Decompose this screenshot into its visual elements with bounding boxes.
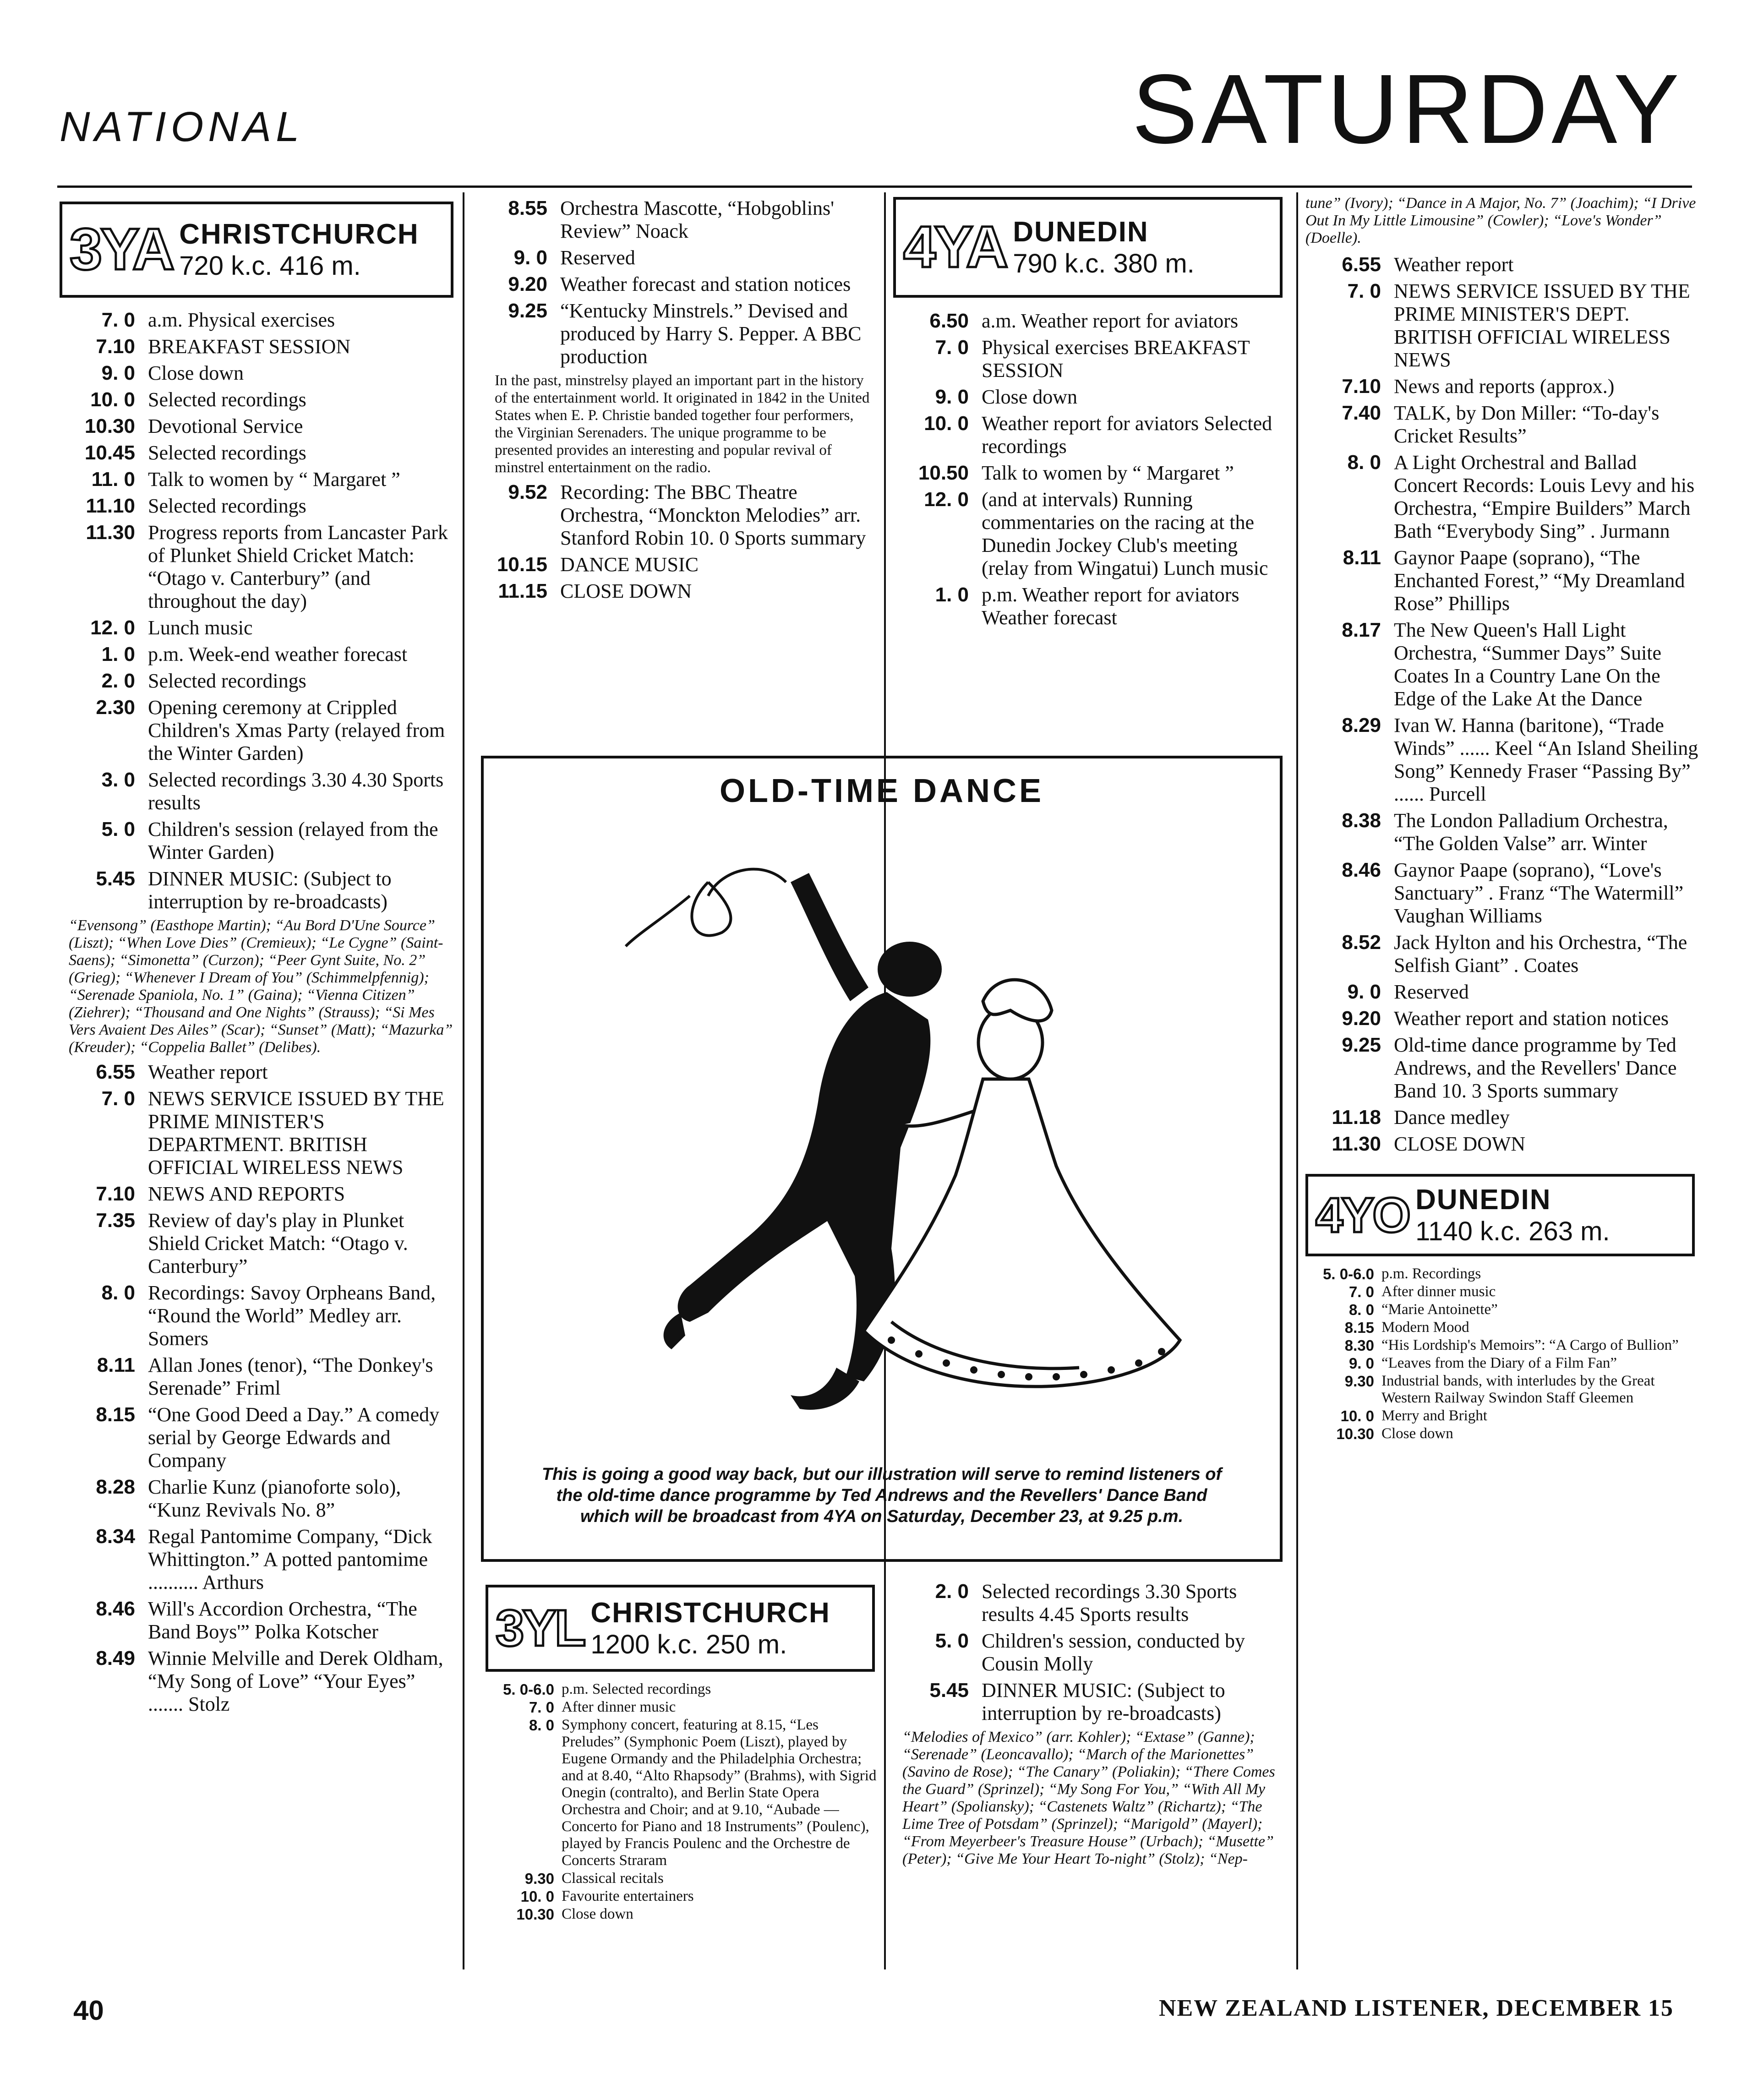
- entry-description: Children's session, conducted by Cousin Molly: [982, 1630, 1245, 1675]
- dinner-music-list: “Evensong” (Easthope Martin); “Au Bord D'Une Source” (Liszt); “When Love Dies” (Cremieux); “Le Cygne” (Saint-Saens); “Simonetta” (Curzon); “Peer Gynt Suite, No. 2” (Grieg); “Whenever I Dream of You” (Schimmelpfennig); “Serenade Spaniola, No. 1” (Gaina); “Vienna Citizen” (Ziehrer); “Thousand and One Nights” (Strauss); “Si Mes Vers Avaient Des Ailes” (Scar); “Sunset” (Matt); “Mazurka” (Kreuder); “Coppelia Ballet” (Delibes).: [69, 917, 453, 1056]
- entry-description: Weather forecast and station notices: [560, 273, 851, 295]
- schedule-entry: [1305, 1283, 1699, 1300]
- entry-description: Old-time dance programme by Ted Andrews, and the Revellers' Dance Band 10. 3 Sports summary: [1394, 1034, 1677, 1102]
- schedule-entry: [1305, 1007, 1699, 1030]
- day-title: SATURDAY: [1132, 54, 1683, 164]
- schedule-entry: [1305, 1034, 1699, 1102]
- column-3ya: [60, 202, 453, 1719]
- column-divider: [1296, 192, 1298, 1969]
- schedule-entry: [1305, 1425, 1699, 1442]
- entry-time: 8.11: [1343, 546, 1381, 569]
- schedule-entry: [1305, 1337, 1699, 1354]
- entry-description: Close down: [982, 386, 1077, 408]
- schedule-list: [1305, 1265, 1699, 1442]
- station-logo: 4YA: [903, 214, 1007, 280]
- schedule-entry: [486, 1699, 879, 1716]
- entry-time: 3. 0: [101, 769, 135, 791]
- schedule-entry: [893, 310, 1287, 333]
- entry-time: 2. 0: [935, 1580, 969, 1603]
- entry-description: A Light Orchestral and Ballad Concert Records: Louis Levy and his Orchestra, “Empire Builders” March Bath “Everybody Sing” . Jurmann: [1394, 451, 1695, 542]
- entry-description: Weather report: [1394, 253, 1514, 276]
- entry-description: Charlie Kunz (pianoforte solo), “Kunz Revivals No. 8”: [148, 1476, 401, 1521]
- station-city: CHRISTCHURCH: [590, 1597, 830, 1629]
- entry-description: TALK, by Don Miller: “To-day's Cricket Results”: [1394, 402, 1660, 447]
- schedule-entry: [60, 1403, 453, 1472]
- entry-time: 8.34: [96, 1525, 135, 1548]
- schedule-list: [893, 1580, 1287, 1725]
- schedule-entry: [1305, 1301, 1699, 1318]
- schedule-entry: [472, 300, 875, 368]
- entry-time: 7.10: [96, 335, 135, 358]
- entry-time: 7.10: [96, 1183, 135, 1205]
- entry-description: Talk to women by “ Margaret ”: [982, 462, 1234, 484]
- entry-description: Physical exercises BREAKFAST SESSION: [982, 336, 1250, 382]
- schedule-entry: [60, 1282, 453, 1350]
- entry-time: 10. 0: [1340, 1407, 1374, 1424]
- entry-description: Lunch music: [148, 616, 253, 639]
- column-4ya-evening: [1305, 195, 1699, 1443]
- schedule-entry: [60, 1647, 453, 1716]
- schedule-entry: [1305, 402, 1699, 447]
- entry-time: 8.52: [1342, 931, 1381, 954]
- schedule-entry: [60, 769, 453, 814]
- entry-description: (and at intervals) Running commentaries on the racing at the Dunedin Jockey Club's meeting (relay from Wingatui) Lunch music: [982, 488, 1268, 579]
- entry-time: 8. 0: [529, 1717, 554, 1734]
- station-city: DUNEDIN: [1415, 1184, 1551, 1216]
- entry-description: Winnie Melville and Derek Oldham, “My Song of Love” “Your Eyes” ....... Stolz: [148, 1647, 443, 1715]
- entry-description: Recordings: Savoy Orpheans Band, “Round the World” Medley arr. Somers: [148, 1282, 436, 1350]
- entry-description: Weather report for aviators Selected recordings: [982, 412, 1272, 458]
- column-4ya: [893, 197, 1287, 633]
- entry-description: Industrial bands, with interludes by the Great Western Railway Swindon Staff Gleemen: [1381, 1373, 1655, 1406]
- entry-description: The London Palladium Orchestra, “The Golden Valse” arr. Winter: [1394, 809, 1668, 855]
- entry-description: BREAKFAST SESSION: [148, 335, 351, 358]
- entry-description: News and reports (approx.): [1394, 375, 1615, 398]
- entry-description: Dance medley: [1394, 1106, 1510, 1129]
- entry-description: Selected recordings: [148, 442, 306, 464]
- entry-description: NEWS AND REPORTS: [148, 1183, 345, 1205]
- entry-time: 11.30: [86, 521, 135, 544]
- entry-time: 5. 0-6.0: [1323, 1265, 1374, 1282]
- header-rule: [57, 185, 1692, 188]
- schedule-entry: [60, 495, 453, 518]
- entry-time: 7. 0: [101, 1087, 135, 1110]
- illustration-title: OLD-TIME DANCE: [720, 773, 1044, 809]
- schedule-entry: [893, 584, 1287, 629]
- entry-time: 9.25: [1342, 1034, 1381, 1056]
- schedule-entry: [1305, 859, 1699, 927]
- entry-time: 9.20: [1342, 1007, 1381, 1030]
- station-3yl: [486, 1585, 875, 1672]
- entry-time: 8.15: [96, 1403, 135, 1426]
- schedule-entry: [1305, 1133, 1699, 1156]
- entry-description: DANCE MUSIC: [560, 553, 699, 576]
- entry-description: Selected recordings: [148, 670, 306, 692]
- entry-time: 10. 0: [90, 388, 135, 411]
- entry-time: 8.28: [96, 1476, 135, 1498]
- entry-time: 8. 0: [1348, 1301, 1374, 1318]
- station-frequency: 720 k.c. 416 m.: [179, 251, 361, 281]
- entry-description: Jack Hylton and his Orchestra, “The Selfish Giant” . Coates: [1394, 931, 1687, 976]
- schedule-entry: [60, 335, 453, 358]
- entry-time: 5. 0: [101, 818, 135, 840]
- entry-time: 8.55: [508, 197, 547, 219]
- schedule-entry: [1305, 619, 1699, 710]
- entry-time: 8.17: [1342, 619, 1381, 641]
- entry-description: Symphony concert, featuring at 8.15, “Les Preludes” (Symphonic Poem (Liszt), played by Eugene Ormandy and the Philadelphia Orchestra; and at 8.40, “Alto Rhapsody” (Brahms), with Sigrid Onegin (contralto), and Berlin State Opera Orchestra and Choir; and at 9.10, “Aubade — Concerto for Piano and 18 Instruments” (Poulenc), played by Francis Poulenc and the Orchestre de Concerts Straram: [562, 1717, 877, 1869]
- schedule-entry: [60, 670, 453, 693]
- schedule-entry: [1305, 546, 1699, 615]
- schedule-entry: [60, 1209, 453, 1278]
- schedule-entry: [1305, 1355, 1699, 1372]
- entry-description: Close down: [1381, 1425, 1453, 1442]
- schedule-entry: [1305, 253, 1699, 276]
- entry-time: 12. 0: [90, 616, 135, 639]
- entry-description: a.m. Physical exercises: [148, 309, 335, 331]
- schedule-list: [472, 197, 875, 368]
- schedule-entry: [60, 442, 453, 464]
- entry-time: 8.30: [1344, 1337, 1374, 1354]
- entry-description: Merry and Bright: [1381, 1407, 1487, 1424]
- entry-time: 2.30: [96, 696, 135, 719]
- schedule-entry: [472, 580, 875, 603]
- schedule-entry: [60, 521, 453, 613]
- entry-time: 8.11: [97, 1354, 135, 1376]
- entry-description: Modern Mood: [1381, 1319, 1469, 1336]
- schedule-entry: [893, 412, 1287, 458]
- programme-note: In the past, minstrelsy played an important part in the history of the entertainment world. It originated in 1842 in the United States when E. P. Christie banded together four performers, the Virginian Serenaders. The unique programme to be presented provides an interesting and popular revival of minstrel entertainment on the radio.: [495, 372, 870, 476]
- entry-description: Progress reports from Lancaster Park of Plunket Shield Cricket Match: “Otago v. Canterbury” (and throughout the day): [148, 521, 448, 612]
- entry-time: 10.30: [516, 1906, 554, 1923]
- entry-description: Reserved: [1394, 981, 1469, 1003]
- entry-time: 9.30: [524, 1870, 554, 1887]
- schedule-entry: [60, 1354, 453, 1400]
- entry-description: Gaynor Paape (soprano), “The Enchanted Forest,” “My Dreamland Rose” Phillips: [1394, 546, 1685, 615]
- entry-description: p.m. Week-end weather forecast: [148, 643, 408, 665]
- entry-time: 9. 0: [1348, 1355, 1374, 1372]
- schedule-entry: [1305, 280, 1699, 371]
- entry-description: Favourite entertainers: [562, 1888, 694, 1904]
- entry-description: a.m. Weather report for aviators: [982, 310, 1239, 332]
- entry-time: 6.55: [96, 1061, 135, 1083]
- entry-description: Allan Jones (tenor), “The Donkey's Serenade” Friml: [148, 1354, 433, 1399]
- schedule-entry: [472, 246, 875, 269]
- dinner-music-list: tune” (Ivory); “Dance in A Major, No. 7” (Joachim); “I Drive Out In My Little Limousine” (Cowler); “Love's Wonder” (Doelle).: [1305, 195, 1696, 246]
- schedule-entry: [472, 273, 875, 296]
- entry-time: 9.25: [508, 300, 547, 322]
- entry-description: p.m. Selected recordings: [562, 1681, 711, 1697]
- entry-description: Ivan W. Hanna (baritone), “Trade Winds” ...... Keel “An Island Sheiling Song” Kennedy Fraser “Passing By” ...... Purcell: [1394, 714, 1698, 805]
- entry-description: “Marie Antoinette”: [1381, 1301, 1498, 1318]
- entry-description: Will's Accordion Orchestra, “The Band Boys'” Polka Kotscher: [148, 1598, 417, 1643]
- schedule-entry: [1305, 1106, 1699, 1129]
- entry-time: 9.30: [1344, 1373, 1374, 1390]
- entry-description: DINNER MUSIC: (Subject to interruption by re-broadcasts): [148, 867, 392, 913]
- entry-description: “Leaves from the Diary of a Film Fan”: [1381, 1355, 1617, 1371]
- entry-time: 7.40: [1342, 402, 1381, 424]
- page-number: 40: [73, 1995, 104, 2026]
- station-4yo: [1305, 1174, 1695, 1256]
- entry-time: 10.30: [1336, 1425, 1374, 1442]
- schedule-entry: [60, 867, 453, 913]
- entry-description: “One Good Deed a Day.” A comedy serial by George Edwards and Company: [148, 1403, 440, 1472]
- station-logo: 3YL: [496, 1599, 584, 1657]
- entry-time: 8.38: [1342, 809, 1381, 832]
- entry-description: Classical recitals: [562, 1870, 664, 1887]
- column-divider: [463, 192, 464, 1969]
- entry-description: After dinner music: [562, 1699, 676, 1715]
- entry-description: Talk to women by “ Margaret ”: [148, 468, 400, 491]
- illustration-box: [481, 756, 1283, 1562]
- entry-time: 7.35: [96, 1209, 135, 1232]
- schedule-list: [60, 309, 453, 913]
- entry-time: 2. 0: [101, 670, 135, 692]
- entry-description: Reserved: [560, 246, 635, 269]
- schedule-entry: [60, 696, 453, 765]
- schedule-entry: [893, 1630, 1287, 1675]
- station-logo: 3YA: [70, 217, 173, 282]
- schedule-entry: [1305, 1373, 1699, 1407]
- station-frequency: 1200 k.c. 250 m.: [590, 1630, 787, 1659]
- entry-time: 8. 0: [101, 1282, 135, 1304]
- entry-description: p.m. Weather report for aviators Weather forecast: [982, 584, 1239, 629]
- entry-time: 5.45: [929, 1679, 969, 1702]
- schedule-entry: [893, 386, 1287, 409]
- entry-time: 5. 0-6.0: [503, 1681, 554, 1698]
- schedule-entry: [486, 1717, 879, 1869]
- entry-time: 9.20: [508, 273, 547, 295]
- entry-time: 10.45: [84, 442, 135, 464]
- schedule-entry: [60, 1476, 453, 1522]
- schedule-entry: [893, 1580, 1287, 1626]
- schedule-entry: [60, 616, 453, 639]
- entry-description: Recording: The BBC Theatre Orchestra, “Monckton Melodies” arr. Stanford Robin 10. 0 Sports summary: [560, 481, 866, 549]
- entry-time: 11.15: [498, 580, 547, 602]
- station-logo: 4YO: [1316, 1187, 1409, 1243]
- schedule-entry: [1305, 1407, 1699, 1424]
- entry-description: Children's session (relayed from the Winter Garden): [148, 818, 438, 863]
- schedule-entry: [60, 1087, 453, 1179]
- entry-time: 9.52: [508, 481, 547, 503]
- schedule-entry: [60, 362, 453, 385]
- schedule-entry: [1305, 1265, 1699, 1282]
- station-city: CHRISTCHURCH: [179, 218, 419, 250]
- schedule-list: [486, 1681, 879, 1923]
- schedule-entry: [486, 1681, 879, 1698]
- entry-description: Gaynor Paape (soprano), “Love's Sanctuary” . Franz “The Watermill” Vaughan Williams: [1394, 859, 1684, 927]
- entry-time: 1. 0: [935, 584, 969, 606]
- entry-description: Selected recordings 3.30 4.30 Sports results: [148, 769, 444, 814]
- entry-time: 11.18: [1332, 1106, 1381, 1129]
- entry-description: p.m. Recordings: [1381, 1265, 1481, 1282]
- schedule-entry: [60, 1061, 453, 1084]
- schedule-list: [60, 1061, 453, 1716]
- station-city: DUNEDIN: [1013, 216, 1149, 248]
- entry-time: 9. 0: [1347, 981, 1381, 1003]
- schedule-entry: [60, 309, 453, 332]
- entry-time: 8. 0: [1347, 451, 1381, 474]
- schedule-entry: [486, 1870, 879, 1887]
- station-4ya: [893, 197, 1283, 298]
- schedule-entry: [60, 818, 453, 864]
- entry-description: Opening ceremony at Crippled Children's Xmas Party (relayed from the Winter Garden): [148, 696, 445, 764]
- entry-time: 7. 0: [529, 1699, 554, 1716]
- entry-time: 9. 0: [101, 362, 135, 384]
- schedule-entry: [472, 481, 875, 550]
- entry-time: 10.50: [918, 462, 969, 484]
- entry-time: 8.29: [1342, 714, 1381, 736]
- entry-time: 10. 0: [924, 412, 969, 435]
- schedule-entry: [1305, 451, 1699, 543]
- entry-time: 8.49: [96, 1647, 135, 1669]
- station-frequency: 790 k.c. 380 m.: [1013, 249, 1195, 278]
- entry-time: 6.55: [1342, 253, 1381, 276]
- schedule-entry: [486, 1906, 879, 1923]
- entry-description: Weather report and station notices: [1394, 1007, 1669, 1030]
- schedule-entry: [1305, 375, 1699, 398]
- entry-description: Selected recordings 3.30 Sports results 4.45 Sports results: [982, 1580, 1237, 1625]
- entry-description: CLOSE DOWN: [560, 580, 692, 602]
- entry-time: 1. 0: [101, 643, 135, 665]
- schedule-entry: [1305, 809, 1699, 855]
- schedule-entry: [60, 388, 453, 411]
- entry-time: 11.10: [86, 495, 135, 517]
- schedule-entry: [486, 1888, 879, 1905]
- entry-time: 8.15: [1344, 1319, 1374, 1336]
- schedule-entry: [472, 553, 875, 576]
- schedule-entry: [893, 1679, 1287, 1725]
- entry-time: 7. 0: [935, 336, 969, 359]
- entry-description: “His Lordship's Memoirs”: “A Cargo of Bullion”: [1381, 1337, 1679, 1353]
- entry-time: 5. 0: [935, 1630, 969, 1652]
- entry-description: CLOSE DOWN: [1394, 1133, 1526, 1155]
- schedule-entry: [1305, 981, 1699, 1004]
- entry-description: NEWS SERVICE ISSUED BY THE PRIME MINISTER'S DEPARTMENT. BRITISH OFFICIAL WIRELESS NEWS: [148, 1087, 444, 1178]
- column-3ya-cont: [472, 197, 875, 606]
- entry-time: 5.45: [96, 867, 135, 890]
- entry-time: 6.50: [929, 310, 969, 332]
- entry-description: “Kentucky Minstrels.” Devised and produced by Harry S. Pepper. A BBC production: [560, 300, 862, 368]
- station-3ya: [60, 202, 453, 298]
- schedule-entry: [60, 415, 453, 438]
- dinner-music-list: “Melodies of Mexico” (arr. Kohler); “Extase” (Ganne); “Serenade” (Leoncavallo); “March of the Marionettes” (Savino de Rose); “The Canary” (Poliakin); “There Comes the Guard” (Sprinzel); “My Song For You,” “With All My Heart” (Spoliansky); “Castenets Waltz” (Richartz); “The Lime Tree of Potsdam” (Sprinzel); “Marigold” (Mayerl); “From Meyerbeer's Treasure House” (Urbach); “Musette” (Peter); “Give Me Your Heart To-night” (Stolz); “Nep-: [902, 1729, 1275, 1867]
- entry-time: 7. 0: [1347, 280, 1381, 302]
- schedule-list: [1305, 253, 1699, 1156]
- entry-description: Close down: [562, 1906, 633, 1922]
- schedule-entry: [60, 1525, 453, 1594]
- schedule-entry: [893, 488, 1287, 580]
- entry-description: Close down: [148, 362, 244, 384]
- entry-description: The New Queen's Hall Light Orchestra, “Summer Days” Suite Coates In a Country Lane On the Edge of the Lake At the Dance: [1394, 619, 1662, 710]
- schedule-list: [893, 310, 1287, 629]
- schedule-entry: [893, 462, 1287, 485]
- entry-description: Orchestra Mascotte, “Hobgoblins' Review” Noack: [560, 197, 835, 242]
- entry-time: 7. 0: [101, 309, 135, 331]
- schedule-entry: [60, 1598, 453, 1643]
- station-frequency: 1140 k.c. 263 m.: [1415, 1216, 1610, 1246]
- schedule-entry: [60, 468, 453, 491]
- entry-time: 10. 0: [520, 1888, 554, 1905]
- illustration-caption: This is going a good way back, but our illustration will serve to remind listeners of the old-time dance programme by Ted Andrews and the Revellers' Dance Band which will be broadcast from 4YA on Saturday, December 23, at 9.25 p.m.: [541, 1465, 1222, 1526]
- entry-description: Devotional Service: [148, 415, 303, 437]
- entry-description: DINNER MUSIC: (Subject to interruption by re-broadcasts): [982, 1679, 1225, 1724]
- entry-time: 12. 0: [924, 488, 969, 511]
- schedule-entry: [1305, 931, 1699, 977]
- entry-time: 7. 0: [1348, 1283, 1374, 1300]
- entry-time: 8.46: [96, 1598, 135, 1620]
- publication-footer: NEW ZEALAND LISTENER, DECEMBER 15: [1158, 1995, 1674, 2021]
- entry-description: After dinner music: [1381, 1283, 1496, 1300]
- entry-time: 9. 0: [513, 246, 547, 269]
- entry-description: Regal Pantomime Company, “Dick Whittington.” A potted pantomime .......... Arthurs: [148, 1525, 432, 1593]
- section-label: NATIONAL: [60, 104, 304, 150]
- entry-description: Review of day's play in Plunket Shield Cricket Match: “Otago v. Canterbury”: [148, 1209, 408, 1277]
- schedule-entry: [1305, 1319, 1699, 1336]
- schedule-entry: [1305, 714, 1699, 806]
- schedule-entry: [60, 1183, 453, 1205]
- dancing-couple-illustration: [571, 827, 1194, 1455]
- entry-time: 10.30: [84, 415, 135, 437]
- entry-time: 9. 0: [935, 386, 969, 408]
- entry-description: Selected recordings: [148, 388, 306, 411]
- entry-time: 11. 0: [91, 468, 135, 491]
- entry-description: Weather report: [148, 1061, 268, 1083]
- entry-time: 8.46: [1342, 859, 1381, 881]
- entry-time: 7.10: [1342, 375, 1381, 398]
- schedule-entry: [472, 197, 875, 243]
- entry-description: Selected recordings: [148, 495, 306, 517]
- column-3yl: [486, 1585, 879, 1924]
- entry-time: 11.30: [1332, 1133, 1381, 1155]
- entry-time: 10.15: [497, 553, 547, 576]
- column-4ya-cont: [893, 1580, 1287, 1868]
- schedule-entry: [893, 336, 1287, 382]
- schedule-entry: [60, 643, 453, 666]
- entry-description: NEWS SERVICE ISSUED BY THE PRIME MINISTER'S DEPT. BRITISH OFFICIAL WIRELESS NEWS: [1394, 280, 1690, 371]
- schedule-list: [472, 481, 875, 603]
